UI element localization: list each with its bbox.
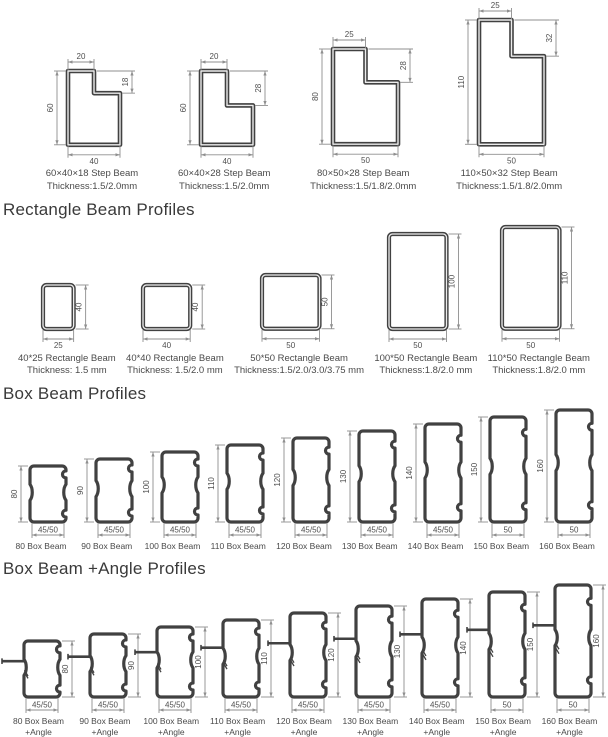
box-beam-drawing [339, 428, 401, 540]
dim-label: 45/50 [98, 700, 119, 710]
profile-item [536, 407, 598, 551]
profile-outline [162, 452, 198, 522]
box-beam-drawing [536, 407, 598, 540]
profile-outline [227, 445, 263, 522]
box-beam-drawing [405, 421, 467, 540]
profile-outline [556, 410, 592, 522]
profile-item [45, 51, 139, 193]
dim-label: 45/50 [235, 525, 256, 535]
profile-outline [223, 620, 259, 697]
dimension-arrow [502, 337, 507, 340]
dimension-arrow [56, 71, 59, 76]
profile-name: 140 Box Beam [408, 715, 465, 726]
dimension-arrow [125, 534, 130, 537]
dim-label: 50 [412, 340, 422, 350]
profile-outline [489, 592, 525, 697]
dim-label: 25 [53, 340, 63, 350]
dimension-arrow [491, 708, 496, 711]
dimension-arrow [315, 337, 320, 340]
dimension-arrow [601, 585, 604, 590]
dimension-arrow [222, 60, 227, 63]
dim-label: 45/50 [363, 700, 384, 710]
dim-label: 40 [90, 156, 99, 166]
dimension-arrow [201, 60, 206, 63]
dimension-arrow [151, 518, 154, 523]
rectangle-beam-drawing [139, 281, 211, 351]
dim-label: 140 [404, 466, 414, 481]
profile-outline [389, 234, 447, 329]
profile-name: 120 Box Beam [276, 715, 332, 726]
profile-outline [262, 275, 320, 329]
profile-name: 40*40 Rectangle Beam [126, 352, 224, 364]
dimension-arrow [585, 708, 590, 711]
dim-label: 60 [46, 102, 56, 112]
dimension-arrow [120, 708, 125, 711]
profile-name: 80 Box Beam [12, 715, 65, 726]
dimension-arrow [569, 324, 572, 329]
profile-item [405, 421, 467, 551]
profile-outline [425, 424, 461, 522]
dimension-arrow [323, 534, 328, 537]
dimension-arrow [84, 324, 87, 329]
dim-label: 120 [326, 647, 336, 662]
dimension-arrow [492, 534, 497, 537]
dim-label: 90 [127, 660, 137, 670]
dim-label: 110 [457, 75, 467, 89]
dimension-arrow [442, 337, 447, 340]
dimension-arrow [19, 466, 22, 471]
dim-label: 50 [568, 700, 578, 710]
rectangle-beam-drawing [385, 230, 468, 351]
dim-label: 50 [507, 156, 517, 166]
profile-item [470, 414, 532, 551]
profile-name: 80×50×28 Step Beam [317, 168, 410, 180]
dim-label: 45/50 [169, 525, 190, 535]
dim-label: 60 [178, 102, 188, 112]
profile-name: 60×40×18 Step Beam [45, 168, 139, 180]
dim-label: 50 [286, 340, 295, 350]
profile-outline [359, 431, 395, 522]
dim-label: 50 [320, 297, 330, 307]
rectangle-beam-drawing [258, 271, 341, 351]
dimension-arrow [85, 459, 88, 464]
profile-item [177, 51, 271, 193]
dim-label: 130 [392, 644, 402, 658]
dim-label: 50 [502, 700, 512, 710]
dim-label: 45/50 [432, 525, 453, 535]
profile-item [76, 456, 138, 551]
dimension-arrow [217, 445, 220, 450]
dimension-arrow [319, 708, 324, 711]
dim-label: 150 [470, 463, 480, 477]
profile-outline [422, 599, 458, 697]
dimension-arrow [385, 708, 390, 711]
profile-outline [30, 466, 66, 522]
profile-outline [96, 459, 132, 522]
profile-item [10, 463, 72, 551]
dimension-arrow [545, 410, 548, 415]
heading-box-beam-angle-profiles: Box Beam +Angle Profiles [3, 558, 206, 578]
dimension-arrow [424, 708, 429, 711]
dim-label: 100 [447, 274, 457, 288]
profile-name: 110 Box Beam [210, 541, 266, 552]
rectangle-beam-drawing [39, 281, 95, 351]
dimension-arrow [229, 534, 234, 537]
dimension-arrow [321, 49, 324, 54]
dim-label: 140 [459, 640, 469, 655]
dimension-arrow [43, 337, 48, 340]
dimension-arrow [555, 20, 558, 25]
dimension-arrow [480, 518, 483, 523]
box-beam-drawing [76, 456, 138, 540]
dimension-arrow [217, 518, 220, 523]
dimension-arrow [467, 140, 470, 145]
dimension-arrow [257, 534, 262, 537]
profile-outline [24, 641, 60, 697]
profile-name: 50*50 Rectangle Beam [250, 352, 348, 364]
dimension-arrow [200, 324, 203, 329]
dimension-arrow [545, 518, 548, 523]
dimension-arrow [200, 285, 203, 290]
profile-thickness: Thickness: 1.5/2.0 mm [127, 365, 223, 377]
profile-item [488, 223, 590, 377]
dimension-arrow [26, 708, 31, 711]
profile-item [310, 30, 417, 193]
profile-item [273, 435, 335, 551]
dim-label: 150 [525, 637, 535, 651]
step-beam-drawing [311, 30, 415, 166]
dimension-arrow [456, 324, 459, 329]
profile-outline [290, 613, 326, 697]
profile-outline [490, 417, 526, 522]
dimension-arrow [321, 140, 324, 145]
dim-label: 50 [569, 525, 579, 535]
profile-name-suffix: +Angle [357, 726, 384, 737]
profile-name-suffix: +Angle [91, 726, 119, 737]
dim-label: 110 [260, 651, 270, 665]
dim-label: 80 [61, 664, 70, 674]
dimension-arrow [555, 337, 560, 340]
box-beam-angle-drawing [531, 582, 608, 715]
rectangle-beam-row [0, 223, 608, 377]
dimension-arrow [151, 452, 154, 457]
dimension-arrow [69, 337, 74, 340]
dim-label: 25 [490, 1, 500, 10]
dimension-arrow [558, 534, 563, 537]
dimension-arrow [409, 78, 412, 83]
profile-outline [555, 585, 591, 697]
dimension-arrow [409, 49, 412, 54]
dimension-arrow [394, 153, 399, 156]
dimension-arrow [282, 438, 285, 443]
dimension-arrow [92, 708, 97, 711]
dim-label: 160 [592, 633, 601, 648]
dim-label: 45/50 [164, 700, 185, 710]
dim-label: 50 [525, 340, 535, 350]
dim-label: 45/50 [366, 525, 387, 535]
dimension-arrow [60, 534, 65, 537]
profile-name: 160 Box Beam [539, 541, 595, 552]
dimension-arrow [84, 285, 87, 290]
profile-item [339, 428, 401, 551]
profile-item [374, 230, 477, 378]
profile-name: 110*50 Rectangle Beam [487, 352, 590, 364]
dim-label: 45/50 [231, 700, 252, 710]
profile-item [234, 271, 364, 377]
box-beam-drawing [142, 449, 204, 540]
profile-thickness: Thickness:1.5/1.8/2.0mm [310, 180, 417, 192]
step-beam-drawing [46, 51, 137, 167]
box-beam-row [0, 407, 608, 551]
profile-name-suffix: +Angle [489, 726, 517, 737]
profile-thickness: Thickness:1.5/2.0mm [46, 180, 138, 192]
dimension-arrow [282, 518, 285, 523]
profile-thickness: Thickness:1.5/2.0/3.0/3.75 mm [234, 365, 364, 377]
profile-outline [43, 285, 74, 329]
profile-item [18, 281, 116, 378]
profile-thickness: Thickness:1.5/1.8/2.0mm [456, 180, 563, 192]
dim-label: 25 [345, 30, 354, 40]
profile-name-suffix: +Angle [290, 726, 318, 737]
profile-item [456, 1, 563, 193]
dimension-arrow [467, 20, 470, 25]
dimension-arrow [262, 337, 267, 340]
dimension-arrow [98, 534, 103, 537]
dimension-arrow [480, 417, 483, 422]
dimension-arrow [295, 534, 300, 537]
profile-name: 140 Box Beam [407, 541, 464, 552]
profile-name-suffix: +Angle [423, 726, 451, 737]
profile-name: 110 Box Beam [210, 715, 266, 726]
box-beam-drawing [470, 414, 532, 540]
dim-label: 100 [193, 654, 203, 669]
profile-name: 130 Box Beam [342, 715, 399, 726]
profile-name-suffix: +Angle [157, 726, 185, 737]
profile-name-suffix: +Angle [556, 726, 583, 737]
profile-name: 100 Box Beam [144, 541, 201, 552]
dimension-arrow [116, 153, 121, 156]
box-beam-drawing [207, 442, 269, 540]
dimension-arrow [159, 708, 164, 711]
dimension-arrow [263, 71, 266, 76]
dim-label: 130 [338, 470, 348, 484]
profile-thickness: Thickness:1.5/2.0mm [179, 180, 270, 192]
dimension-arrow [68, 60, 73, 63]
dimension-arrow [557, 708, 562, 711]
dimension-arrow [188, 71, 191, 76]
dimension-arrow [186, 708, 191, 711]
step-beam-drawing [457, 1, 561, 166]
dimension-arrow [191, 534, 196, 537]
dimension-arrow [164, 534, 169, 537]
dim-label: 80 [10, 489, 19, 499]
dim-label: 40 [191, 302, 201, 312]
dim-label: 90 [75, 486, 85, 496]
profile-name: 40*25 Rectangle Beam [18, 352, 116, 364]
dimension-arrow [361, 39, 366, 42]
profile-item [142, 449, 204, 551]
dim-label: 28 [253, 83, 263, 93]
profile-name: 60×40×28 Step Beam [177, 168, 271, 180]
dimension-arrow [348, 431, 351, 436]
dim-label: 28 [399, 61, 409, 71]
profile-name: 150 Box Beam [475, 715, 531, 726]
dimension-arrow [520, 534, 525, 537]
dimension-arrow [32, 534, 37, 537]
dimension-arrow [333, 39, 338, 42]
profile-outline [157, 627, 193, 697]
dimension-arrow [248, 153, 253, 156]
dim-label: 45/50 [300, 525, 322, 535]
profile-item [531, 582, 608, 737]
dimension-arrow [330, 275, 333, 280]
dim-label: 110 [207, 477, 217, 491]
dim-label: 45/50 [430, 700, 451, 710]
dimension-arrow [143, 337, 148, 340]
dimension-arrow [569, 227, 572, 232]
profile-name: 150 Box Beam [473, 541, 530, 552]
box-beam-drawing [10, 463, 72, 540]
dimension-arrow [388, 534, 393, 537]
dim-label: 40 [161, 340, 171, 350]
profile-name: 90 Box Beam [81, 541, 133, 552]
dimension-arrow [456, 234, 459, 239]
profile-outline [293, 438, 329, 522]
dim-label: 110 [560, 271, 570, 285]
dim-label: 45/50 [103, 525, 124, 535]
profile-outline [143, 285, 190, 329]
dimension-arrow [263, 100, 266, 105]
dimension-arrow [414, 518, 417, 523]
profile-item [126, 281, 224, 378]
dim-label: 20 [77, 51, 86, 61]
dimension-arrow [507, 9, 512, 12]
dimension-arrow [479, 153, 484, 156]
dimension-arrow [414, 424, 417, 429]
dimension-arrow [56, 140, 59, 145]
step-beam-row [0, 1, 608, 193]
heading-rectangle-beam-profiles: Rectangle Beam Profiles [3, 199, 195, 219]
dim-label: 50 [503, 525, 513, 535]
profile-name-suffix: +Angle [25, 726, 52, 737]
dimension-arrow [253, 708, 258, 711]
dimension-arrow [54, 708, 59, 711]
dimension-arrow [586, 534, 591, 537]
dim-label: 32 [545, 33, 555, 43]
dimension-arrow [131, 88, 134, 93]
dimension-arrow [454, 534, 459, 537]
dim-label: 100 [141, 480, 151, 495]
dimension-arrow [201, 153, 206, 156]
dimension-arrow [601, 692, 604, 697]
dim-label: 40 [222, 156, 232, 166]
profile-outline [90, 634, 126, 697]
profile-name: 100*50 Rectangle Beam [374, 352, 478, 364]
dimension-arrow [90, 60, 95, 63]
heading-box-beam-profiles: Box Beam Profiles [3, 384, 147, 404]
profile-item [207, 442, 269, 551]
dimension-arrow [348, 518, 351, 523]
dimension-arrow [68, 153, 73, 156]
profile-name: 130 Box Beam [341, 541, 398, 552]
dimension-arrow [292, 708, 297, 711]
dim-label: 45/50 [31, 700, 53, 710]
profile-outline [356, 606, 392, 697]
dimension-arrow [188, 140, 191, 145]
profile-outline [502, 227, 560, 329]
dimension-arrow [225, 708, 230, 711]
dimension-arrow [479, 9, 484, 12]
profile-thickness: Thickness:1.8/2.0 mm [492, 365, 586, 377]
dim-label: 50 [361, 156, 371, 166]
dimension-arrow [555, 52, 558, 57]
step-beam-drawing [178, 51, 270, 167]
dim-label: 45/50 [37, 525, 59, 535]
dimension-arrow [361, 534, 366, 537]
dim-label: 40 [74, 302, 84, 312]
box-beam-angle-row [0, 582, 608, 737]
dimension-arrow [186, 337, 191, 340]
profile-name-suffix: +Angle [224, 726, 251, 737]
profile-name: 90 Box Beam [79, 715, 131, 726]
dim-label: 80 [311, 92, 321, 102]
dimension-arrow [358, 708, 363, 711]
profile-name: 110×50×32 Step Beam [460, 168, 558, 180]
dim-label: 18 [121, 77, 131, 87]
profile-name: 120 Box Beam [276, 541, 332, 552]
profile-thickness: Thickness:1.8/2.0 mm [379, 365, 473, 377]
dimension-arrow [131, 71, 134, 76]
profile-thickness: Thickness: 1.5 mm [27, 365, 107, 377]
dim-label: 45/50 [297, 700, 318, 710]
dimension-arrow [427, 534, 432, 537]
dimension-arrow [19, 518, 22, 523]
dim-label: 160 [536, 459, 545, 474]
dim-label: 20 [209, 51, 219, 61]
box-beam-drawing [273, 435, 335, 540]
dimension-arrow [540, 153, 545, 156]
dimension-arrow [518, 708, 523, 711]
dimension-arrow [330, 324, 333, 329]
dimension-arrow [333, 153, 338, 156]
dimension-arrow [389, 337, 394, 340]
rectangle-beam-drawing [498, 223, 581, 351]
dimension-arrow [452, 708, 457, 711]
dimension-arrow [85, 518, 88, 523]
profile-name: 160 Box Beam [541, 715, 598, 726]
profile-name: 80 Box Beam [15, 541, 67, 552]
profile-name: 100 Box Beam [143, 715, 200, 726]
dim-label: 120 [273, 473, 282, 488]
